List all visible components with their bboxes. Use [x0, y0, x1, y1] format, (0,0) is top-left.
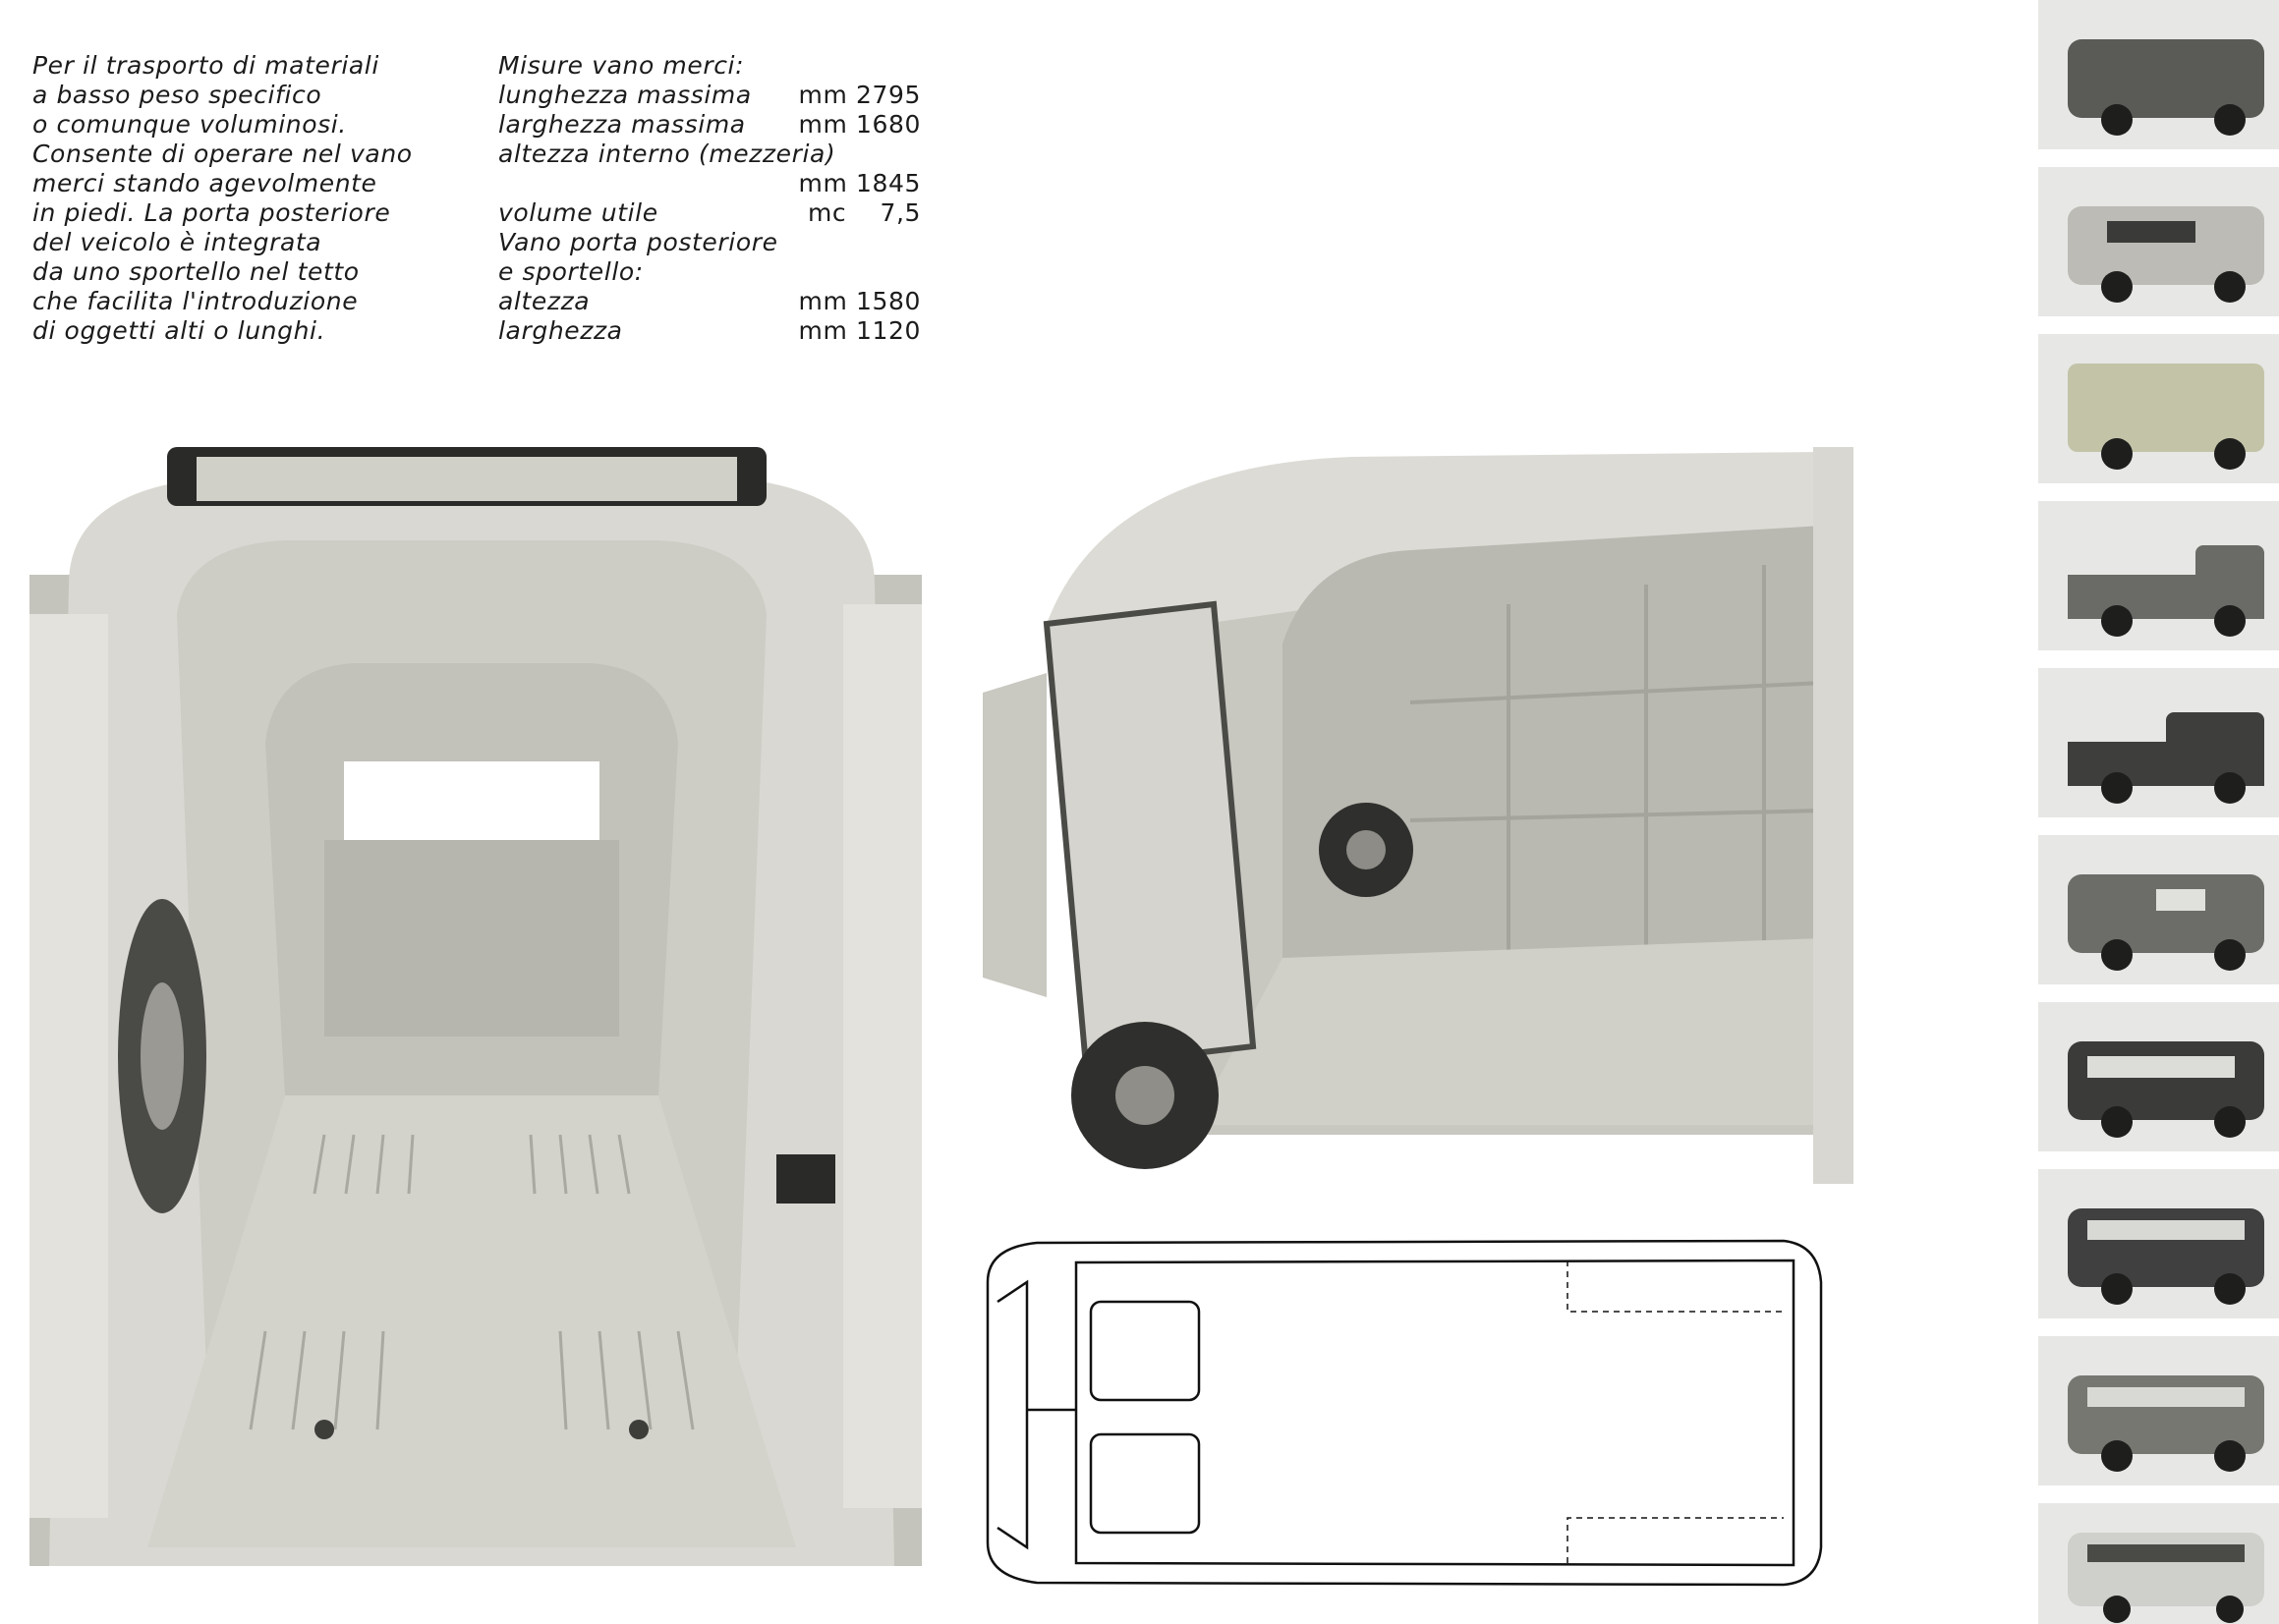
ambulance-silhouette	[2038, 1503, 2279, 1624]
spec-row	[498, 228, 921, 257]
spec-label: lunghezza massima	[498, 81, 752, 109]
spec-value: mm 1845	[798, 169, 921, 197]
intro-line: da uno sportello nel tetto	[32, 257, 360, 286]
van-silhouette	[2038, 1002, 2279, 1151]
spec-label: larghezza massima	[498, 110, 746, 139]
cargo-interior-illustration	[29, 447, 922, 1566]
intro-text	[32, 51, 465, 346]
spec-label: Misure vano merci:	[498, 51, 745, 80]
spec-label: larghezza	[498, 316, 623, 345]
thumbnail-minibus	[2038, 1336, 2279, 1485]
spec-label: Vano porta posteriore	[498, 228, 778, 256]
van-floor-plan-drawing	[968, 1223, 1833, 1599]
van-silhouette	[2038, 334, 2279, 483]
thumbnail-pickup	[2038, 501, 2279, 650]
spec-label: volume utile	[498, 198, 658, 227]
spec-value: mc 7,5	[807, 198, 921, 227]
spec-row	[498, 51, 921, 81]
spec-row	[498, 81, 921, 110]
spec-row	[498, 169, 921, 198]
thumbnail-pickup	[2038, 668, 2279, 817]
spec-row	[498, 287, 921, 316]
spec-row	[498, 198, 921, 228]
spec-value: mm 2795	[798, 81, 921, 109]
thumbnail-minibus	[2038, 1169, 2279, 1318]
thumbnail-ambulance	[2038, 1503, 2279, 1624]
spec-label: e sportello:	[498, 257, 644, 286]
intro-line: di oggetti alti o lunghi.	[32, 316, 326, 345]
thumbnail-van	[2038, 167, 2279, 316]
spec-value: mm 1580	[798, 287, 921, 315]
spec-value: mm 1680	[798, 110, 921, 139]
intro-line: merci stando agevolmente	[32, 169, 377, 197]
intro-line: Per il trasporto di materiali	[32, 51, 379, 80]
spec-row	[498, 257, 921, 287]
thumbnail-van	[2038, 0, 2279, 149]
model-thumbnails-column	[2038, 0, 2279, 1624]
spec-label: altezza	[498, 287, 591, 315]
spec-row	[498, 110, 921, 140]
minibus-silhouette	[2038, 1169, 2279, 1318]
cargo-specs	[498, 51, 921, 346]
spec-label: altezza interno (mezzeria)	[498, 140, 836, 168]
intro-line: in piedi. La porta posteriore	[32, 198, 391, 227]
thumbnail-van	[2038, 334, 2279, 483]
intro-line: che facilita l'introduzione	[32, 287, 359, 315]
pickup-silhouette	[2038, 501, 2279, 650]
floor-plan-illustration	[968, 1223, 1833, 1599]
intro-line: a basso peso specifico	[32, 81, 322, 109]
minibus-silhouette	[2038, 1336, 2279, 1485]
van-silhouette	[2038, 0, 2279, 149]
intro-line: del veicolo è integrata	[32, 228, 322, 256]
spec-value: mm 1120	[798, 316, 921, 345]
van-silhouette	[2038, 167, 2279, 316]
van-silhouette	[2038, 835, 2279, 984]
spec-row	[498, 140, 921, 169]
thumbnail-van	[2038, 1002, 2279, 1151]
cargo-side-illustration	[958, 447, 1853, 1184]
thumbnail-van	[2038, 835, 2279, 984]
intro-line: Consente di operare nel vano	[32, 140, 413, 168]
cargo-side-door-photo	[958, 447, 1853, 1184]
spec-row	[498, 316, 921, 346]
pickup-silhouette	[2038, 668, 2279, 817]
cargo-interior-rear-photo	[29, 447, 922, 1566]
intro-line: o comunque voluminosi.	[32, 110, 347, 139]
